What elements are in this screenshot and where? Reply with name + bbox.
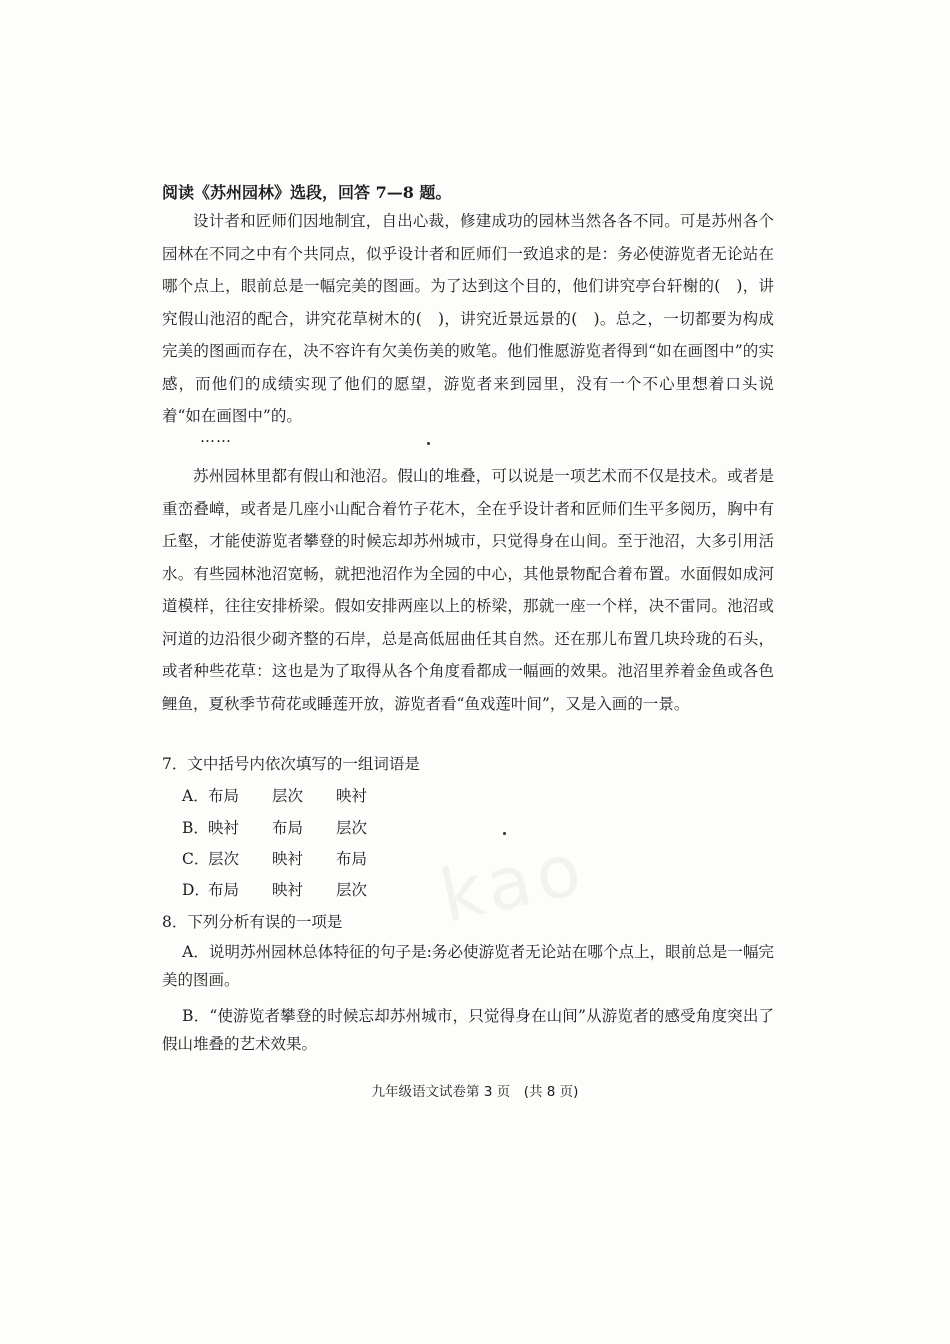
option-word: 层次 — [336, 819, 368, 837]
passage-paragraph-2: 苏州园林里都有假山和池沼。假山的堆叠，可以说是一项艺术而不仅是技术。或者是重峦叠嶂，或者是几座小山配合着竹子花木，全在乎设计者和匠师们生平多阅历，胸中有丘壑，才能使游览者攀登的时候忘却苏州城市，只觉得身在山间。至于池沼，大多引用活水。有些园林池沼宽畅，就把池沼作为全园的中心，其他景物配合着布置。水面假如成河道模样，往往安排桥梁。假如安排两座以上的桥梁，那就一座一个样，决不雷同。池沼或河道的边沿很少砌齐整的石岸，总是高低屈曲任其自然。还在那儿布置几块玲珑的石头，或者种些花草：这也是为了取得从各个角度看都成一幅画的效果。池沼里养着金鱼或各色鲤鱼，夏秋季节荷花或睡莲开放，游览者看“鱼戏莲叶间”，又是入画的一景。 — [162, 467, 774, 713]
option-letter: C． — [182, 850, 210, 868]
option-word: 布局 — [272, 819, 304, 837]
reading-heading: 阅读《苏州园林》选段，回答 7—8 题。 — [162, 183, 452, 202]
question-8-option-b[interactable]: B．“使游览者攀登的时候忘却苏州城市，只觉得身在山间”从游览者的感受角度突出了假山堆叠的艺术效果。 — [162, 1007, 774, 1053]
option-word: 层次 — [336, 881, 368, 899]
option-letter: D． — [182, 881, 210, 899]
option-letter: A． — [182, 787, 209, 805]
option-letter: B． — [182, 819, 209, 837]
question-7-option-b[interactable] — [182, 816, 367, 838]
question-7-option-d[interactable] — [182, 878, 367, 900]
watermark — [433, 826, 594, 939]
option-word: 映衬 — [272, 881, 304, 899]
option-word: 布局 — [208, 787, 240, 805]
scan-speck — [427, 442, 430, 445]
page-footer: 九年级语文试卷第 3 页 (共 8 页) — [371, 1084, 579, 1100]
scan-speck — [503, 832, 506, 835]
question-7-stem: 7．文中括号内依次填写的一组词语是 — [162, 755, 420, 773]
option-word: 层次 — [208, 850, 240, 868]
question-7-option-a[interactable] — [182, 784, 367, 806]
option-word: 映衬 — [336, 787, 368, 805]
passage-paragraph-1: 设计者和匠师们因地制宜，自出心裁，修建成功的园林当然各各不同。可是苏州各个园林在不同之中有个共同点，似乎设计者和匠师们一致追求的是：务必使游览者无论站在哪个点上，眼前总是一幅完美的图画。为了达到这个目的，他们讲究亭台轩榭的( )，讲究假山池沼的配合，讲究花草树木的( )，讲究近景远景的( )。总之，一切都要为构成完美的图画而存在，决不容许有欠美伤美的败笔。他们惟愿游览者得到“如在画图中”的实感，而他们的成绩实现了他们的愿望，游览者来到园里，没有一个不心里想着口头说着“如在画图中”的。 — [162, 212, 774, 425]
option-word: 布局 — [208, 881, 240, 899]
question-8-option-a[interactable]: A．说明苏州园林总体特征的句子是:务必使游览者无论站在哪个点上，眼前总是一幅完美的图画。 — [162, 943, 774, 989]
option-word: 映衬 — [272, 850, 304, 868]
question-8-stem: 8．下列分析有误的一项是 — [162, 913, 343, 931]
option-word: 布局 — [336, 850, 368, 868]
option-word: 层次 — [272, 787, 304, 805]
option-word: 映衬 — [208, 819, 240, 837]
passage-ellipsis: …… — [200, 428, 232, 446]
question-7-option-c[interactable] — [182, 847, 367, 869]
